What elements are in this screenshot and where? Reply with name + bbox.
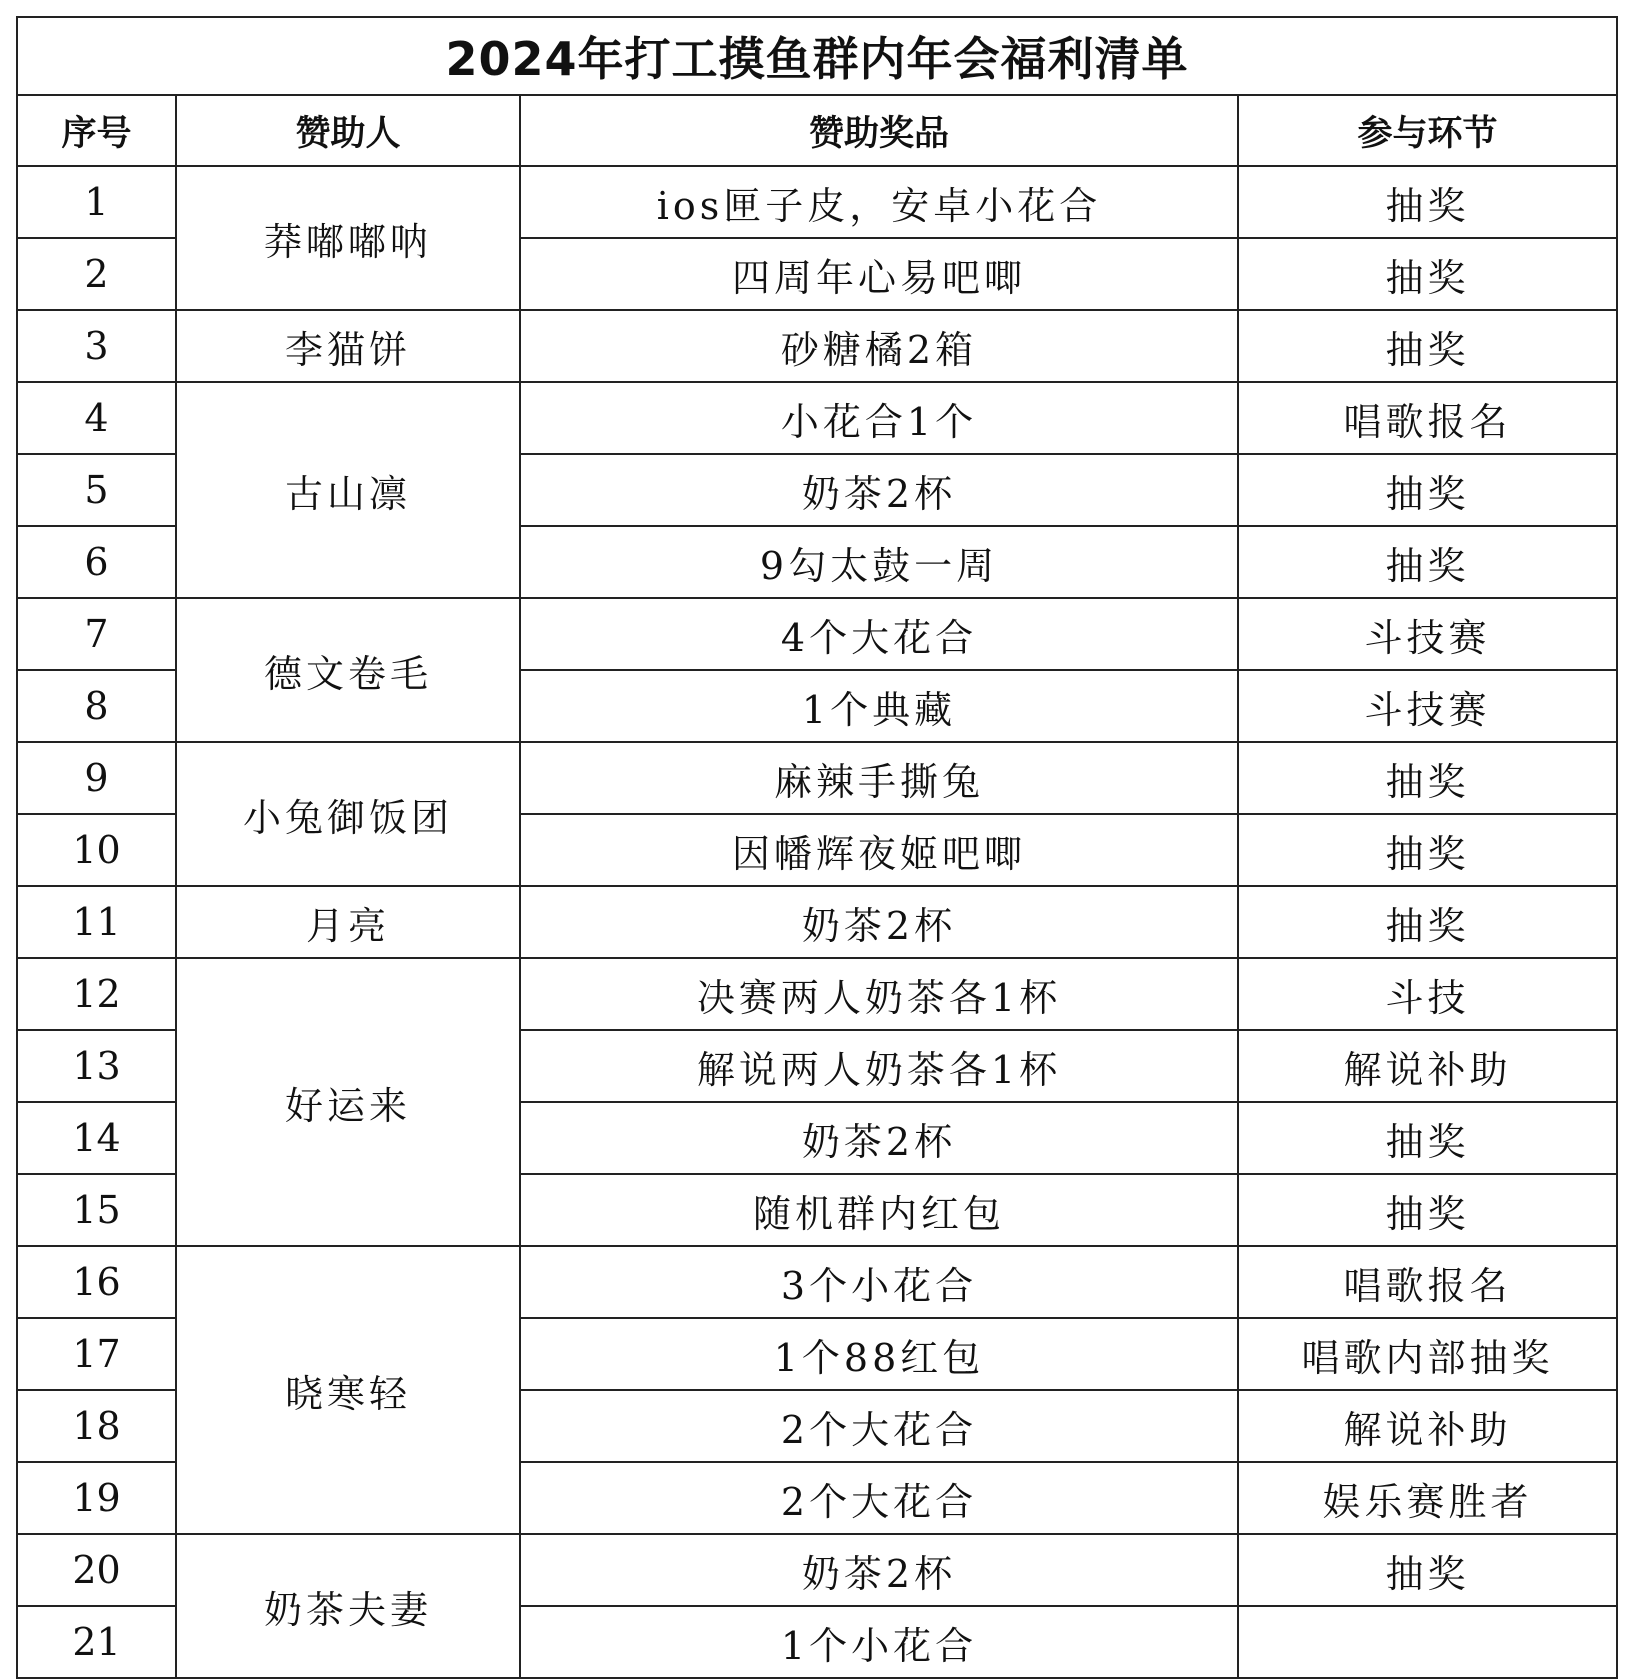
stage-cell: 抽奖 (1238, 310, 1617, 382)
prize-cell: 解说两人奶茶各1杯 (520, 1030, 1238, 1102)
prize-cell: ios匣子皮，安卓小花合 (520, 166, 1238, 238)
row-index: 7 (17, 598, 176, 670)
prize-cell: 1个典藏 (520, 670, 1238, 742)
prize-cell: 奶茶2杯 (520, 454, 1238, 526)
row-index: 10 (17, 814, 176, 886)
row-index: 13 (17, 1030, 176, 1102)
prize-cell: 1个88红包 (520, 1318, 1238, 1390)
sponsor-cell: 莽嘟嘟呐 (176, 166, 520, 310)
row-index: 8 (17, 670, 176, 742)
stage-cell: 斗技赛 (1238, 670, 1617, 742)
row-index: 18 (17, 1390, 176, 1462)
prize-cell: 奶茶2杯 (520, 1102, 1238, 1174)
stage-cell: 唱歌内部抽奖 (1238, 1318, 1617, 1390)
table-row (17, 958, 1617, 1030)
prize-cell: 因幡辉夜姬吧唧 (520, 814, 1238, 886)
stage-cell: 斗技 (1238, 958, 1617, 1030)
stage-cell: 抽奖 (1238, 814, 1617, 886)
prize-cell: 2个大花合 (520, 1462, 1238, 1534)
table-row (17, 166, 1617, 238)
stage-cell: 抽奖 (1238, 742, 1617, 814)
prize-cell: 小花合1个 (520, 382, 1238, 454)
prize-cell: 四周年心易吧唧 (520, 238, 1238, 310)
row-index: 15 (17, 1174, 176, 1246)
stage-cell: 唱歌报名 (1238, 382, 1617, 454)
row-index: 3 (17, 310, 176, 382)
sponsor-cell: 晓寒轻 (176, 1246, 520, 1534)
sponsor-cell: 德文卷毛 (176, 598, 520, 742)
stage-cell: 抽奖 (1238, 1102, 1617, 1174)
stage-cell: 抽奖 (1238, 166, 1617, 238)
stage-cell (1238, 1606, 1617, 1678)
prize-cell: 奶茶2杯 (520, 1534, 1238, 1606)
stage-cell: 抽奖 (1238, 886, 1617, 958)
row-index: 11 (17, 886, 176, 958)
stage-cell: 娱乐赛胜者 (1238, 1462, 1617, 1534)
row-index: 19 (17, 1462, 176, 1534)
table-row (17, 1246, 1617, 1318)
table-row (17, 382, 1617, 454)
header-index: 序号 (17, 95, 176, 166)
header-stage: 参与环节 (1238, 95, 1617, 166)
sponsor-cell: 奶茶夫妻 (176, 1534, 520, 1678)
sponsor-cell: 好运来 (176, 958, 520, 1246)
row-index: 4 (17, 382, 176, 454)
row-index: 2 (17, 238, 176, 310)
table-title: 2024年打工摸鱼群内年会福利清单 (17, 17, 1617, 95)
sponsor-cell: 古山凛 (176, 382, 520, 598)
prize-cell: 4个大花合 (520, 598, 1238, 670)
row-index: 5 (17, 454, 176, 526)
prize-cell: 3个小花合 (520, 1246, 1238, 1318)
row-index: 16 (17, 1246, 176, 1318)
header-sponsor: 赞助人 (176, 95, 520, 166)
stage-cell: 抽奖 (1238, 238, 1617, 310)
row-index: 14 (17, 1102, 176, 1174)
sponsor-cell: 小兔御饭团 (176, 742, 520, 886)
row-index: 21 (17, 1606, 176, 1678)
prize-cell: 决赛两人奶茶各1杯 (520, 958, 1238, 1030)
table-row (17, 886, 1617, 958)
stage-cell: 解说补助 (1238, 1030, 1617, 1102)
stage-cell: 解说补助 (1238, 1390, 1617, 1462)
stage-cell: 斗技赛 (1238, 598, 1617, 670)
row-index: 6 (17, 526, 176, 598)
prize-cell: 2个大花合 (520, 1390, 1238, 1462)
stage-cell: 唱歌报名 (1238, 1246, 1617, 1318)
row-index: 9 (17, 742, 176, 814)
prize-cell: 随机群内红包 (520, 1174, 1238, 1246)
prize-cell: 9勾太鼓一周 (520, 526, 1238, 598)
row-index: 20 (17, 1534, 176, 1606)
table-row (17, 598, 1617, 670)
sponsor-cell: 月亮 (176, 886, 520, 958)
stage-cell: 抽奖 (1238, 526, 1617, 598)
prize-cell: 砂糖橘2箱 (520, 310, 1238, 382)
table-row (17, 310, 1617, 382)
row-index: 17 (17, 1318, 176, 1390)
header-prize: 赞助奖品 (520, 95, 1238, 166)
prize-cell: 1个小花合 (520, 1606, 1238, 1678)
row-index: 12 (17, 958, 176, 1030)
sponsor-cell: 李猫饼 (176, 310, 520, 382)
stage-cell: 抽奖 (1238, 1534, 1617, 1606)
row-index: 1 (17, 166, 176, 238)
welfare-list-table (16, 16, 1618, 1679)
table-body (17, 166, 1617, 1678)
table-row (17, 742, 1617, 814)
prize-cell: 麻辣手撕兔 (520, 742, 1238, 814)
table-row (17, 1534, 1617, 1606)
prize-cell: 奶茶2杯 (520, 886, 1238, 958)
stage-cell: 抽奖 (1238, 1174, 1617, 1246)
stage-cell: 抽奖 (1238, 454, 1617, 526)
